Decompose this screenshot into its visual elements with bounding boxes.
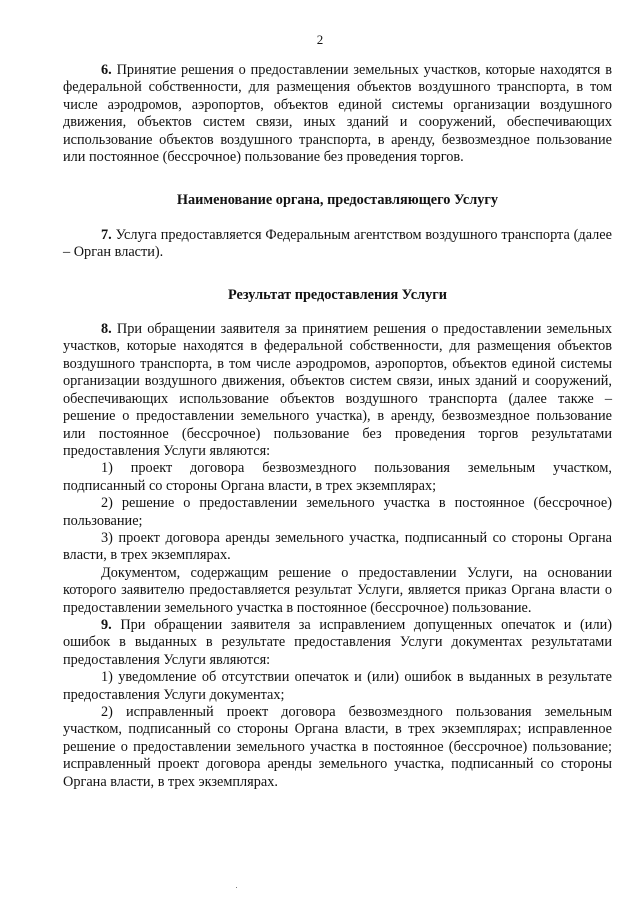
section-heading-result: Результат предоставления Услуги (227, 286, 448, 303)
scan-speck (236, 887, 237, 888)
clause-text: Принятие решения о предоставлении земельных участков, которые находятся в федеральной собственности, для размещения объектов воздушного транспорта, в том числе аэродромов, аэропортов, объектов единой системы организации воздушного движения, объектов систем связи, иных зданий и сооружений, обеспечивающих использование объектов воздушного транспорта, в аренду, безвозмездное пользование или постоянное (бессрочное) пользование без проведения торгов. (63, 62, 612, 166)
list-item-8-2: 2) решение о предоставлении земельного участка в постоянное (бессрочное) пользование; (63, 495, 612, 529)
paragraph-9 (63, 617, 612, 669)
document-body (63, 62, 612, 791)
clause-number: 9. (101, 616, 112, 633)
clause-text: При обращении заявителя за принятием решения о предоставлении земельных участков, которые находятся в федеральной собственности, для размещения объектов воздушного транспорта, в том числе аэродромов, аэропортов, объектов единой системы организации воздушного движения, объектов систем связи, иных зданий и сооружений, обеспечивающих использование объектов воздушного транспорта (далее также – решение о предоставлении земельного участка), в аренду, безвозмездное пользование или постоянное (бессрочное) пользование без проведения торгов результатами предоставления Услуги являются: (63, 321, 612, 459)
list-item-8-3: 3) проект договора аренды земельного участка, подписанный со стороны Органа власти, в трех экземплярах. (63, 529, 612, 564)
paragraph-8-document: Документом, содержащим решение о предоставлении Услуги, на основании которого заявителю предоставляется результат Услуги, является приказ Органа власти о предоставлении земельного участка в постоянное (бессрочное) пользование. (63, 564, 612, 616)
list-item-8-1: 1) проект договора безвозмездного пользования земельным участком, подписанный со стороны Органа власти, в трех экземплярах; (63, 460, 612, 494)
paragraph-8 (63, 321, 612, 460)
list-item-9-1: 1) уведомление об отсутствии опечаток и (или) ошибок в выданных в результате предоставления Услуги документах; (63, 669, 612, 703)
clause-text: При обращении заявителя за исправлением допущенных опечаток и (или) ошибок в выданных в результате предоставления Услуги документах результатами предоставления Услуги являются: (63, 616, 612, 668)
page-number: 2 (316, 32, 324, 47)
clause-number: 8. (101, 321, 112, 338)
clause-text: Услуга предоставляется Федеральным агентством воздушного транспорта (далее – Орган власти). (63, 226, 612, 261)
paragraph-6 (63, 62, 612, 166)
clause-number: 6. (101, 62, 112, 78)
clause-number: 7. (101, 226, 112, 243)
paragraph-7 (63, 227, 612, 262)
section-heading-organ: Наименование органа, предоставляющего Услугу (176, 192, 499, 209)
list-item-9-2: 2) исправленный проект договора безвозмездного пользования земельным участком, подписанный со стороны Органа власти, в трех экземплярах; исправленное решение о предоставлении земельного участка в постоянное (бессрочное) пользование; исправленный проект договора аренды земельного участка, подписанный со стороны Органа власти, в трех экземплярах. (63, 704, 612, 790)
